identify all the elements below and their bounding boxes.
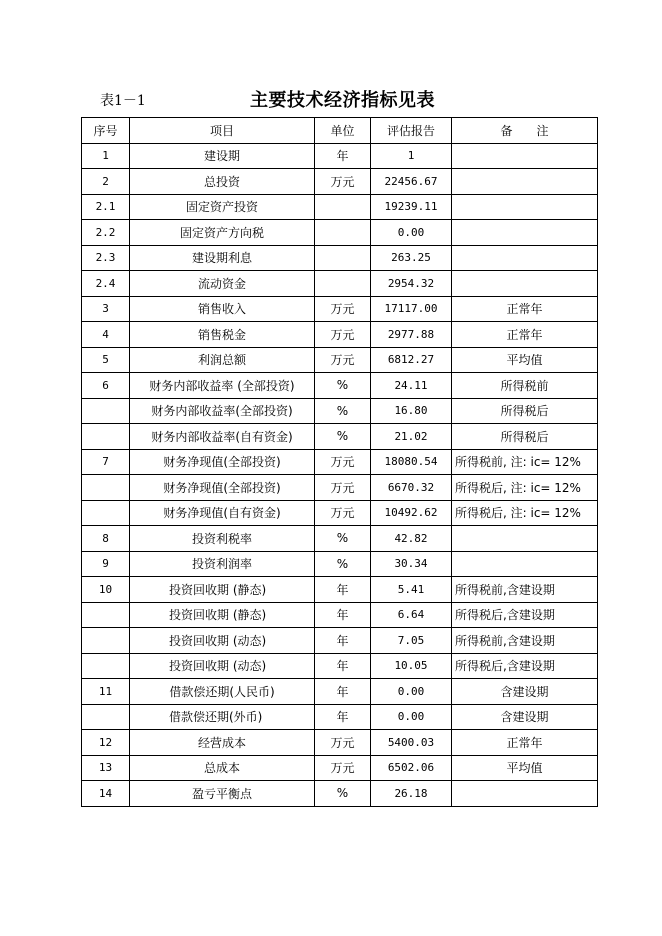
table-row bbox=[82, 245, 598, 271]
cell-value: 6670.32 bbox=[371, 475, 452, 501]
cell-value: 1 bbox=[371, 143, 452, 169]
table-header-row bbox=[82, 118, 598, 144]
cell-item: 流动资金 bbox=[130, 271, 315, 297]
page-title: 主要技术经济指标见表 bbox=[250, 90, 435, 111]
table-row bbox=[82, 704, 598, 730]
cell-item: 固定资产方向税 bbox=[130, 220, 315, 246]
cell-value: 26.18 bbox=[371, 781, 452, 807]
cell-unit: 年 bbox=[315, 577, 371, 603]
cell-item: 销售收入 bbox=[130, 296, 315, 322]
cell-value: 18080.54 bbox=[371, 449, 452, 475]
cell-unit bbox=[315, 194, 371, 220]
cell-seq: 7 bbox=[82, 449, 130, 475]
cell-item: 投资利税率 bbox=[130, 526, 315, 552]
cell-item: 投资回收期 (动态) bbox=[130, 653, 315, 679]
cell-seq: 5 bbox=[82, 347, 130, 373]
cell-seq: 2.3 bbox=[82, 245, 130, 271]
cell-value: 17117.00 bbox=[371, 296, 452, 322]
cell-unit: 万元 bbox=[315, 730, 371, 756]
table-row bbox=[82, 551, 598, 577]
cell-note bbox=[452, 143, 598, 169]
table-row bbox=[82, 449, 598, 475]
cell-unit: 万元 bbox=[315, 475, 371, 501]
cell-unit bbox=[315, 220, 371, 246]
cell-unit: 万元 bbox=[315, 322, 371, 348]
cell-seq bbox=[82, 653, 130, 679]
cell-unit: 万元 bbox=[315, 169, 371, 195]
cell-value: 6502.06 bbox=[371, 755, 452, 781]
header-value: 评估报告 bbox=[371, 118, 452, 144]
cell-seq: 2.4 bbox=[82, 271, 130, 297]
cell-item: 建设期 bbox=[130, 143, 315, 169]
cell-value: 0.00 bbox=[371, 679, 452, 705]
cell-seq: 4 bbox=[82, 322, 130, 348]
cell-seq bbox=[82, 424, 130, 450]
cell-seq: 13 bbox=[82, 755, 130, 781]
cell-note: 所得税后,含建设期 bbox=[452, 653, 598, 679]
table-row bbox=[82, 296, 598, 322]
cell-unit: 万元 bbox=[315, 347, 371, 373]
cell-unit: % bbox=[315, 373, 371, 399]
cell-item: 投资回收期 (静态) bbox=[130, 602, 315, 628]
cell-note: 所得税后,含建设期 bbox=[452, 602, 598, 628]
table-row bbox=[82, 679, 598, 705]
cell-seq: 10 bbox=[82, 577, 130, 603]
table-row bbox=[82, 653, 598, 679]
cell-seq bbox=[82, 398, 130, 424]
table-row bbox=[82, 169, 598, 195]
cell-unit: % bbox=[315, 551, 371, 577]
cell-seq: 8 bbox=[82, 526, 130, 552]
cell-item: 财务净现值(自有资金) bbox=[130, 500, 315, 526]
cell-seq: 9 bbox=[82, 551, 130, 577]
cell-note bbox=[452, 245, 598, 271]
table-row bbox=[82, 475, 598, 501]
cell-unit: % bbox=[315, 781, 371, 807]
cell-unit bbox=[315, 271, 371, 297]
cell-item: 总投资 bbox=[130, 169, 315, 195]
cell-value: 16.80 bbox=[371, 398, 452, 424]
cell-unit: 万元 bbox=[315, 296, 371, 322]
cell-value: 2954.32 bbox=[371, 271, 452, 297]
cell-value: 5.41 bbox=[371, 577, 452, 603]
cell-value: 0.00 bbox=[371, 704, 452, 730]
cell-value: 24.11 bbox=[371, 373, 452, 399]
cell-unit: % bbox=[315, 526, 371, 552]
cell-note: 所得税后, 注: ic= 12% bbox=[452, 500, 598, 526]
cell-unit: % bbox=[315, 398, 371, 424]
cell-seq: 2.2 bbox=[82, 220, 130, 246]
table-row bbox=[82, 577, 598, 603]
cell-note bbox=[452, 271, 598, 297]
table-row bbox=[82, 526, 598, 552]
cell-item: 借款偿还期(人民币) bbox=[130, 679, 315, 705]
cell-item: 固定资产投资 bbox=[130, 194, 315, 220]
cell-value: 5400.03 bbox=[371, 730, 452, 756]
cell-value: 2977.88 bbox=[371, 322, 452, 348]
cell-seq: 2 bbox=[82, 169, 130, 195]
cell-item: 利润总额 bbox=[130, 347, 315, 373]
indicator-table bbox=[81, 117, 598, 807]
cell-seq bbox=[82, 602, 130, 628]
cell-value: 42.82 bbox=[371, 526, 452, 552]
cell-note: 含建设期 bbox=[452, 704, 598, 730]
table-row bbox=[82, 347, 598, 373]
table-row bbox=[82, 628, 598, 654]
table-caption: 表1－1 bbox=[100, 93, 146, 109]
cell-seq: 6 bbox=[82, 373, 130, 399]
cell-item: 销售税金 bbox=[130, 322, 315, 348]
cell-seq bbox=[82, 704, 130, 730]
cell-seq: 2.1 bbox=[82, 194, 130, 220]
cell-seq bbox=[82, 628, 130, 654]
cell-value: 22456.67 bbox=[371, 169, 452, 195]
cell-seq bbox=[82, 500, 130, 526]
cell-item: 建设期利息 bbox=[130, 245, 315, 271]
cell-value: 6812.27 bbox=[371, 347, 452, 373]
cell-note: 所得税后, 注: ic= 12% bbox=[452, 475, 598, 501]
cell-item: 借款偿还期(外币) bbox=[130, 704, 315, 730]
cell-item: 财务内部收益率(自有资金) bbox=[130, 424, 315, 450]
cell-item: 财务内部收益率 (全部投资) bbox=[130, 373, 315, 399]
cell-item: 投资利润率 bbox=[130, 551, 315, 577]
cell-seq bbox=[82, 475, 130, 501]
header-item: 项目 bbox=[130, 118, 315, 144]
cell-unit: % bbox=[315, 424, 371, 450]
cell-note: 正常年 bbox=[452, 730, 598, 756]
table-row bbox=[82, 781, 598, 807]
cell-item: 投资回收期 (静态) bbox=[130, 577, 315, 603]
cell-value: 263.25 bbox=[371, 245, 452, 271]
cell-unit: 万元 bbox=[315, 449, 371, 475]
cell-unit bbox=[315, 245, 371, 271]
cell-note: 正常年 bbox=[452, 296, 598, 322]
cell-note: 所得税后 bbox=[452, 398, 598, 424]
cell-note: 含建设期 bbox=[452, 679, 598, 705]
cell-unit: 年 bbox=[315, 679, 371, 705]
cell-value: 10492.62 bbox=[371, 500, 452, 526]
table-row bbox=[82, 730, 598, 756]
table-row bbox=[82, 755, 598, 781]
table-row bbox=[82, 398, 598, 424]
cell-seq: 1 bbox=[82, 143, 130, 169]
table-row bbox=[82, 373, 598, 399]
cell-item: 财务净现值(全部投资) bbox=[130, 475, 315, 501]
cell-note bbox=[452, 781, 598, 807]
cell-unit: 年 bbox=[315, 653, 371, 679]
cell-note bbox=[452, 551, 598, 577]
cell-unit: 年 bbox=[315, 602, 371, 628]
table-body bbox=[82, 143, 598, 806]
cell-unit: 万元 bbox=[315, 755, 371, 781]
cell-value: 19239.11 bbox=[371, 194, 452, 220]
cell-value: 21.02 bbox=[371, 424, 452, 450]
cell-seq: 12 bbox=[82, 730, 130, 756]
cell-item: 总成本 bbox=[130, 755, 315, 781]
cell-note: 所得税前, 注: ic= 12% bbox=[452, 449, 598, 475]
table-row bbox=[82, 143, 598, 169]
cell-item: 财务内部收益率(全部投资) bbox=[130, 398, 315, 424]
cell-note: 所得税前 bbox=[452, 373, 598, 399]
header-seq: 序号 bbox=[82, 118, 130, 144]
cell-note: 所得税前,含建设期 bbox=[452, 577, 598, 603]
cell-note: 所得税后 bbox=[452, 424, 598, 450]
table-row bbox=[82, 322, 598, 348]
cell-note bbox=[452, 194, 598, 220]
cell-value: 6.64 bbox=[371, 602, 452, 628]
cell-note bbox=[452, 169, 598, 195]
cell-note: 正常年 bbox=[452, 322, 598, 348]
cell-value: 0.00 bbox=[371, 220, 452, 246]
cell-note: 所得税前,含建设期 bbox=[452, 628, 598, 654]
cell-note bbox=[452, 526, 598, 552]
table-row bbox=[82, 220, 598, 246]
header-unit: 单位 bbox=[315, 118, 371, 144]
table-row bbox=[82, 271, 598, 297]
cell-seq: 14 bbox=[82, 781, 130, 807]
table-row bbox=[82, 602, 598, 628]
table-row bbox=[82, 194, 598, 220]
cell-item: 财务净现值(全部投资) bbox=[130, 449, 315, 475]
cell-value: 7.05 bbox=[371, 628, 452, 654]
cell-note: 平均值 bbox=[452, 755, 598, 781]
table-row bbox=[82, 424, 598, 450]
table-row bbox=[82, 500, 598, 526]
cell-seq: 3 bbox=[82, 296, 130, 322]
cell-unit: 年 bbox=[315, 143, 371, 169]
cell-value: 30.34 bbox=[371, 551, 452, 577]
header-note: 备 注 bbox=[452, 118, 598, 144]
cell-unit: 年 bbox=[315, 704, 371, 730]
cell-value: 10.05 bbox=[371, 653, 452, 679]
cell-item: 投资回收期 (动态) bbox=[130, 628, 315, 654]
cell-item: 经营成本 bbox=[130, 730, 315, 756]
cell-unit: 万元 bbox=[315, 500, 371, 526]
cell-seq: 11 bbox=[82, 679, 130, 705]
cell-note bbox=[452, 220, 598, 246]
cell-item: 盈亏平衡点 bbox=[130, 781, 315, 807]
cell-note: 平均值 bbox=[452, 347, 598, 373]
cell-unit: 年 bbox=[315, 628, 371, 654]
